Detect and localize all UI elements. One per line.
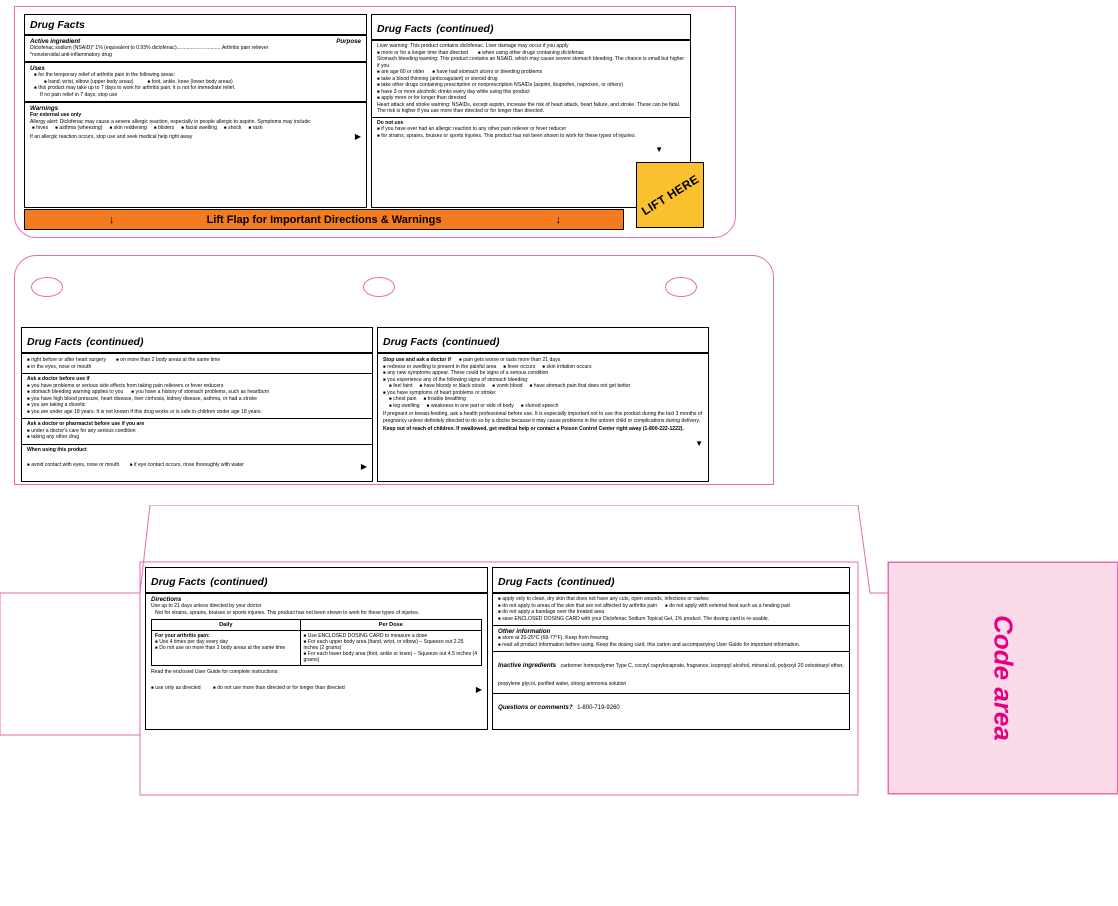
ask-doctor-item: ■ you are taking a diuretic — [27, 402, 367, 409]
apply-item: ■ do not apply a bandage over the treated area — [498, 609, 844, 616]
daily-item: ■ Use 4 times per day every day — [155, 639, 297, 645]
uses-header: Uses — [30, 65, 45, 73]
read-guide-item: ■ use only as directed — [151, 685, 201, 691]
lift-flap-bar[interactable] — [24, 209, 624, 230]
do-not-use-item: ■ on more than 2 body areas at the same time — [116, 357, 220, 364]
do-not-use-item: ■ in the eyes, nose or mouth — [27, 364, 367, 371]
do-not-use-item: ■ right before or after heart surgery — [27, 357, 106, 364]
other-information-header: Other information — [498, 628, 551, 636]
lift-here-label: LIFT HERE — [638, 171, 701, 218]
ask-doctor-item: ■ you have problems or serious side effects from taking pain relievers or fever reducers — [27, 383, 367, 390]
questions-phone: 1-800-719-9260 — [577, 705, 620, 712]
apply-item: ■ save ENCLOSED DOSING CARD with your Diclofenac Sodium Topical Gel, 1% product. The dosing card is re-usable. — [498, 616, 844, 623]
directions-line: Use up to 21 days unless directed by your doctor — [151, 603, 262, 609]
drug-facts-box-main — [24, 14, 367, 208]
stop-use-header: Stop use and ask a doctor if — [383, 357, 451, 363]
uses-item: ■ foot, ankle, knee (lower body areas) — [147, 79, 232, 86]
allergy-symptom: ■ facial swelling — [181, 125, 217, 132]
continue-arrow-icon: ▶ — [360, 462, 367, 472]
active-ingredient-note: *nonsteroidal anti-inflammatory drug — [30, 51, 112, 58]
lift-here-tab[interactable] — [636, 162, 704, 228]
bleeding-sign: ■ feel faint — [389, 383, 413, 390]
continue-arrow-icon: ▶ — [354, 131, 361, 141]
active-ingredient-header: Active ingredient — [30, 38, 81, 45]
allergy-stop-use: If an allergic reaction occurs, stop use and seek medical help right away — [30, 134, 193, 141]
drug-facts-title: Drug Facts — [498, 576, 553, 588]
uses-item: If no pain relief in 7 days, stop use — [40, 91, 118, 98]
table-cell-per-dose — [300, 631, 482, 666]
allergy-symptom: ■ hives — [32, 125, 48, 132]
ask-doctor-item: ■ stomach bleeding warning applies to you — [27, 389, 123, 396]
stop-use-item: ■ fever occurs — [503, 364, 535, 371]
questions-header: Questions or comments? — [498, 704, 573, 712]
continue-arrow-icon: ▶ — [475, 684, 482, 694]
panel-third-content — [145, 567, 855, 730]
liver-warning: Liver warning: This product contains diclofenac. Liver damage may occur if you apply — [377, 43, 569, 49]
allergy-symptom: ■ asthma (wheezing) — [55, 125, 102, 132]
warnings-header: Warnings — [30, 105, 59, 113]
per-dose-item: ■ For each lower body area (foot, ankle or knee) – Squeeze out 4.5 inches (4 grams) — [304, 651, 479, 663]
panel-second — [14, 255, 774, 485]
drug-facts-box-other-info — [492, 567, 850, 730]
drug-facts-title-continued: (continued) — [210, 576, 268, 588]
table-cell-daily — [152, 631, 301, 666]
do-not-use-item: ■ if you have ever had an allergic reaction to any other pain reliever or fever reducer — [377, 126, 685, 133]
bleeding-sign: ■ have bloody or black stools — [420, 383, 486, 390]
table-header-row — [152, 620, 482, 631]
uses-item: ■ this product may take up to 7 days to work for arthritis pain; it is not for immediate relief. — [34, 85, 361, 92]
do-not-use-header: Do not use — [377, 119, 404, 126]
ask-doctor-header: Ask a doctor before use if — [27, 376, 90, 383]
daily-title: For your arthritis pain: — [155, 633, 210, 640]
stomach-risk-item: ■ take a blood thinning (anticoagulant) or steroid drug — [377, 76, 685, 83]
table-header-daily: Daily — [152, 620, 301, 631]
other-information-item: ■ read all product information before using. Keep the dosing card, this carton and accompanying User Guide for important information. — [498, 642, 844, 649]
keep-out-of-reach: Keep out of reach of children. If swallowed, get medical help or contact a Poison Control Center right away (1-800-222-1222). — [383, 426, 684, 433]
read-guide-item: ■ do not use more than directed or for longer than directed — [213, 685, 345, 691]
stomach-bleeding-warning: Stomach bleeding warning: This product contains an NSAID, which may cause severe stomach bleeding. The chance is small but higher if you — [377, 56, 685, 69]
drug-facts-title: Drug Facts — [377, 23, 432, 35]
heart-sign: ■ trouble breathing — [423, 396, 465, 403]
warning-external-use: For external use only — [30, 112, 82, 119]
lift-flap-arrow-left-icon: ↓ — [109, 213, 115, 226]
when-using-item: ■ avoid contact with eyes, nose or mouth — [27, 462, 119, 468]
inactive-ingredients-text: carbomer homopolymer Type C, cocoyl caprylocaprate, fragrance, isopropyl alcohol, mineral oil, polyoxyl 20 cetostearyl ether, propylene glycol, purified water, strong ammonia solution — [498, 663, 844, 688]
lift-flap-label: Lift Flap for Important Directions & Warnings — [206, 213, 442, 226]
directions-line: Not for strains, sprains, bruises or sports injuries. This product has not been shown to work for these types of injuries. — [155, 609, 420, 616]
other-information-item: ■ store at 20-25°C (68-77°F). Keep from freezing. — [498, 635, 844, 642]
drug-facts-box-continued-3 — [377, 327, 709, 482]
drug-facts-title: Drug Facts — [30, 19, 85, 31]
stop-use-item: ■ you have symptoms of heart problems or stroke: — [383, 390, 703, 397]
continue-arrow-down-icon: ▼ — [695, 438, 703, 448]
drug-facts-title: Drug Facts — [383, 336, 438, 348]
allergy-symptom: ■ blisters — [154, 125, 174, 132]
continue-arrow-down-icon: ▼ — [655, 145, 663, 155]
hang-hole-1 — [31, 277, 63, 297]
inactive-ingredients-header: Inactive ingredients — [498, 662, 557, 670]
liver-warning-item: ■ when using other drugs containing diclofenac — [478, 50, 584, 57]
stomach-risk-item: ■ take other drugs containing prescription or nonprescription NSAIDs (aspirin, ibuprofen, naproxen, or others) — [377, 82, 685, 89]
do-not-use-item: ■ for strains, sprains, bruises or sports injuries. This product has not been shown to work for these types of injuries. — [377, 133, 685, 140]
apply-item: ■ do not apply to areas of the skin that are not affected by arthritis pain — [498, 603, 657, 610]
read-user-guide: Read the enclosed User Guide for complete instructions: — [151, 669, 279, 676]
ask-pharmacist-header: Ask a doctor or pharmacist before use if you are — [27, 421, 145, 428]
table-header-per-dose: Per Dose — [300, 620, 482, 631]
when-using-item: ■ if eye contact occurs, rinse thoroughly with water — [130, 462, 244, 468]
heart-sign: ■ slurred speech — [521, 403, 559, 410]
panel-top-content — [24, 14, 705, 226]
drug-facts-title-continued: (continued) — [442, 336, 500, 348]
bleeding-sign: ■ have stomach pain that does not get better — [530, 383, 631, 390]
panel-top-flap — [14, 6, 736, 238]
lift-flap-arrow-right-icon: ↓ — [555, 213, 561, 226]
dosing-table — [151, 619, 482, 666]
ask-doctor-item: ■ you are under age 18 years. It is not known if this drug works or is safe in children under age 18 years. — [27, 409, 367, 416]
code-area-panel — [888, 562, 1118, 794]
stop-use-item: ■ redness or swelling is present in the painful area — [383, 364, 496, 371]
liver-warning-item: ■ more or for a longer time than directed — [377, 50, 468, 57]
drug-facts-title-continued: (continued) — [436, 23, 494, 35]
ask-pharmacist-item: ■ taking any other drug — [27, 434, 367, 441]
heart-sign: ■ chest pain — [389, 396, 416, 403]
drug-facts-title: Drug Facts — [151, 576, 206, 588]
stop-use-item: ■ skin irritation occurs — [542, 364, 591, 371]
stomach-risk-item: ■ have 3 or more alcoholic drinks every day while using this product — [377, 89, 685, 96]
pregnancy-warning: If pregnant or breast-feeding, ask a health professional before use. It is especially important not to use this product during the last 3 months of pregnancy unless definitely directed to do so by a doctor because it may cause problems in the unborn child or complications during delivery. — [383, 411, 703, 424]
directions-header: Directions — [151, 596, 182, 603]
code-area-label: Code area — [988, 615, 1019, 741]
drug-facts-title: Drug Facts — [27, 336, 82, 348]
ask-doctor-item: ■ you have a history of stomach problems, such as heartburn — [131, 389, 269, 396]
stop-use-item: ■ you experience any of the following signs of stomach bleeding: — [383, 377, 703, 384]
heart-sign: ■ leg swelling — [389, 403, 420, 410]
drug-facts-box-continued-2 — [21, 327, 373, 482]
hang-hole-2 — [363, 277, 395, 297]
allergy-symptom: ■ skin reddening — [109, 125, 146, 132]
active-ingredient-line: Diclofenac sodium (NSAID)* 1% (equivalent to 0.93% diclofenac)................................Arthritis pain reliever — [30, 45, 269, 51]
per-dose-item: ■ Use ENCLOSED DOSING CARD to measure a dose — [304, 633, 479, 639]
apply-item: ■ do not apply with external heat such as a heating pad — [665, 603, 790, 610]
drug-facts-title-continued: (continued) — [86, 336, 144, 348]
warning-allergy-alert: Allergy alert: Diclofenac may cause a severe allergic reaction, especially in people allergic to aspirin. Symptoms may include: — [30, 118, 312, 125]
uses-item: ■ for the temporary relief of arthritis pain in the following areas: — [34, 72, 361, 79]
panel-second-content — [21, 327, 717, 482]
stop-use-item: ■ pain gets worse or lasts more than 21 days — [459, 357, 560, 364]
ask-doctor-item: ■ you have high blood pressure, heart disease, liver cirrhosis, kidney disease, asthma, or had a stroke — [27, 396, 367, 403]
per-dose-item: ■ For each upper body area (hand, wrist, or elbow) – Squeeze out 2.25 inches (2 grams) — [304, 639, 479, 651]
uses-item: ■ hand, wrist, elbow (upper body areas) — [44, 79, 133, 86]
stomach-risk-item: ■ have had stomach ulcers or bleeding problems — [432, 69, 542, 76]
ask-pharmacist-item: ■ under a doctor's care for any serious condition — [27, 428, 367, 435]
heart-sign: ■ weakness in one part or side of body — [427, 403, 514, 410]
daily-item: ■ Do not use on more than 2 body areas at the same time — [155, 645, 297, 651]
drug-facts-title-continued: (continued) — [557, 576, 615, 588]
apply-item: ■ apply only to clean, dry skin that does not have any cuts, open wounds, infections or rashes — [498, 596, 844, 603]
drug-facts-box-directions — [145, 567, 488, 730]
heart-attack-stroke-warning: Heart attack and stroke warning: NSAIDs, except aspirin, increase the risk of heart attack, heart failure, and stroke. These can be fatal. The risk is higher if you use more than directed or for longer than directed. — [377, 101, 681, 115]
allergy-symptom: ■ rash — [248, 125, 262, 132]
table-row — [152, 631, 482, 666]
bleeding-sign: ■ vomit blood — [492, 383, 522, 390]
purpose-header: Purpose — [336, 38, 361, 45]
stomach-risk-item: ■ are age 60 or older — [377, 69, 424, 76]
hang-hole-3 — [665, 277, 697, 297]
stomach-risk-item: ■ apply more or for longer than directed — [377, 95, 685, 102]
allergy-symptom: ■ shock — [224, 125, 242, 132]
stop-use-item: ■ any new symptoms appear. These could be signs of a serious condition — [383, 370, 703, 377]
when-using-header: When using this product — [27, 446, 87, 453]
